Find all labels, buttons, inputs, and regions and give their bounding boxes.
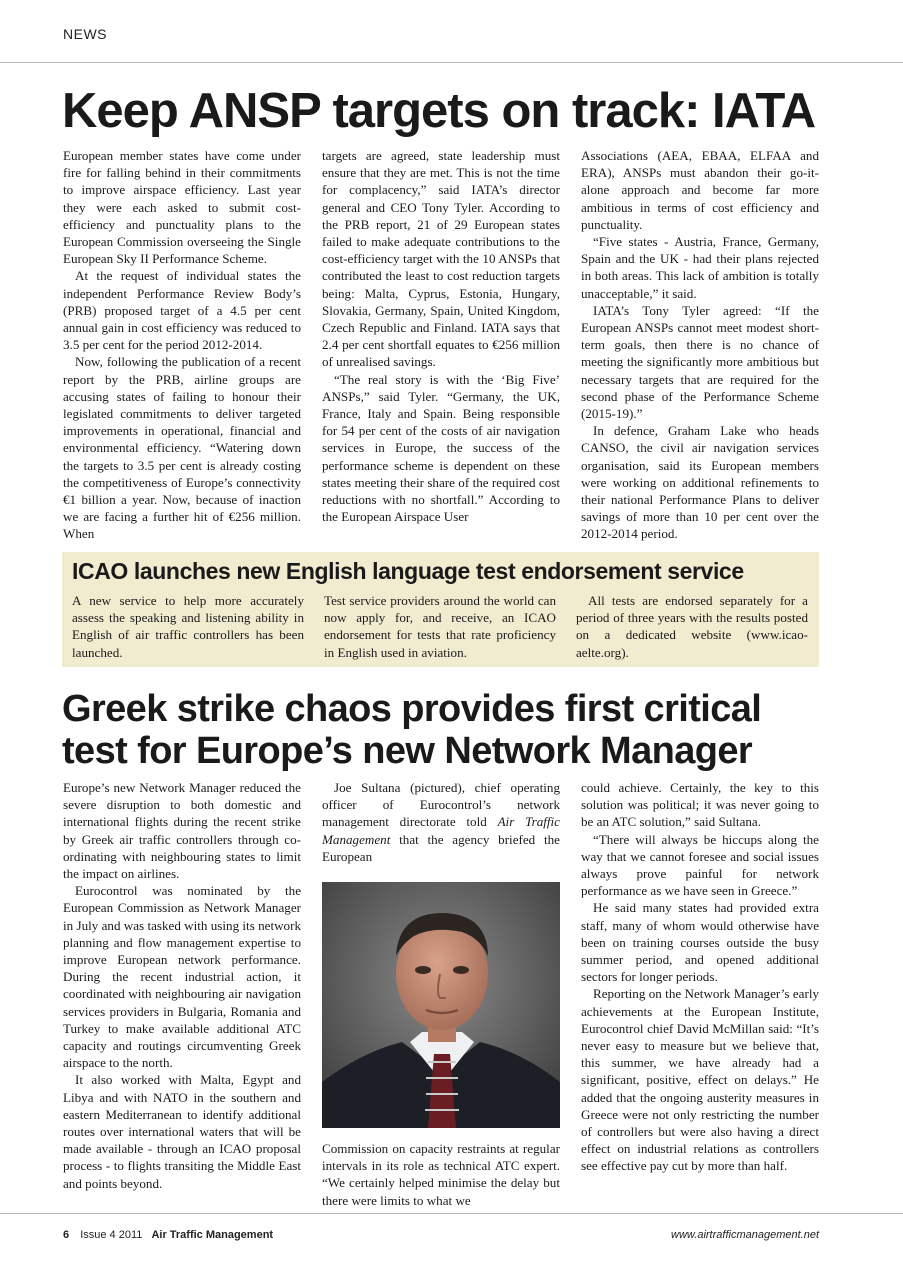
paragraph: Europe’s new Network Manager reduced the severe disruption to both domestic and international flights during the recent strike by Greek air traffic controllers through co-ordinating with neighbouring states to limit the impact on airlines. (63, 780, 301, 882)
paragraph: He said many states had provided extra staff, many of whom would otherwise have been on training courses outside the busy summer period, and opened additional sectors for longer periods. (581, 900, 819, 985)
paragraph: IATA’s Tony Tyler agreed: “If the European ANSPs cannot meet modest short-term goals, then there is no chance of meeting the significantly more ambitious but necessary targets that are required for the second phase of the Performance Scheme (2015-19).” (581, 302, 819, 422)
paragraph: Associations (AEA, EBAA, ELFAA and ERA), ANSPs must abandon their go-it-alone approach and become far more ambitious in terms of cost efficiency and punctuality. (581, 148, 819, 232)
headline-iata: Keep ANSP targets on track: IATA (62, 84, 816, 138)
column-2 (324, 592, 556, 661)
paragraph: It also worked with Malta, Egypt and Libya and with NATO in the southern and eastern Mediterranean to identify additional routes over international waters that will be made available - through an ICAO proposal process - to flights transiting the Middle East and points beyond. (63, 1072, 301, 1191)
paragraph (322, 779, 560, 865)
joe-sultana-photo (322, 882, 560, 1128)
paragraph: At the request of individual states the independent Performance Review Body’s (PRB) proposed target of a 4.5 per cent annual gain in cost efficiency was reduced to 3.5 per cent for the period 2012-2014. (63, 268, 301, 353)
column-3 (581, 779, 819, 1209)
story-iata-body (63, 147, 819, 543)
headline-line: Greek strike chaos provides first critical (62, 688, 762, 730)
paragraph: European member states have come under fire for falling behind in their commitments to improve airspace efficiency. Last year they were each asked to submit cost-efficiency and punctuality plans to the European Commission overseeing the Single European Sky II Performance Scheme. (63, 148, 301, 267)
column-1 (72, 592, 304, 661)
icao-sidebar-box (62, 552, 819, 667)
publication-name: Air Traffic Management (322, 814, 560, 847)
bottom-divider (0, 1213, 903, 1214)
headline-icao: ICAO launches new English language test endorsement service (72, 558, 744, 584)
paragraph: Test service providers around the world can now apply for, and receive, an ICAO endorsement for tests that rate proficiency in English used in aviation. (324, 593, 556, 660)
paragraph: “There will always be hiccups along the way that we cannot foresee and social issues always prove painful for network performance as we have seen in Greece.” (581, 831, 819, 899)
section-label: NEWS (63, 26, 107, 42)
story-icao-body (72, 592, 808, 661)
headline-greek-strike (62, 688, 761, 772)
paragraph: targets are agreed, state leadership must ensure that they are met. This is not the time for complacency,” said IATA’s director general and CEO Tony Tyler. According to the PRB report, 21 of 29 European states failed to make adequate contributions to the cost-efficiency target with the 10 ANSPs that contributed the least to cost reduction targets being: Malta, Cyprus, Estonia, Hungary, Slovakia, Germany, Spain, United Kingdom, Czech Republic and Finland. IATA says that 2.4 per cent shortfall equates to €256 million of unrealised savings. (322, 148, 560, 370)
paragraph: In defence, Graham Lake who heads CANSO, the civil air navigation services organisation, said its European members were working on additional refinements to their national Performance Plans to deliver savings of more than 10 per cent over the 2012-2014 period. (581, 423, 819, 542)
footer-left (63, 1229, 273, 1241)
issue-label: Issue 4 2011 (80, 1229, 143, 1241)
paragraph: Now, following the publication of a recent report by the PRB, airline groups are accusing states of failing to honour their legislated commitments to deliver targeted improvements in operational, financial and environmental efficiency. “Watering down the targets to 3.5 per cent is already costing the competitiveness of Europe’s connectivity €1 billion a year. Now, because of inaction we are facing a further hit of €256 million. When (63, 354, 301, 542)
headline-line: test for Europe’s new Network Manager (62, 730, 753, 772)
paragraph: Reporting on the Network Manager’s early achievements at the European Institute, Eurocontrol chief David McMillan said: “It’s never easy to measure but we believe that, this summer, we have already had a significant, positive, effect on delays.” He added that the ongoing austerity measures in Greece were not only restricting the number of controllers but were also having a direct effect on industrial relations as controllers see effective pay cut by more than half. (581, 986, 819, 1174)
column-2 (322, 147, 560, 543)
paragraph: “The real story is with the ‘Big Five’ ANSPs,” said Tyler. “Germany, the UK, France, Italy and Spain. Being responsible for 54 per cent of the costs of air navigation services in Europe, the success of the performance scheme is dependent on these states meeting their share of the required cost reductions with no shortfall.” According to the European Airspace User (322, 371, 560, 525)
magazine-title: Air Traffic Management (151, 1229, 274, 1241)
paragraph: Eurocontrol was nominated by the European Commission as Network Manager in July and was tasked with using its network planning and flow management expertise to improve European network performance. During the recent industrial action, it coordinated with neighbouring air navigation services providers in Bulgaria, Romania and Turkey to make available additional ATC capacity and routings circumventing Greek airspace to the north. (63, 883, 301, 1071)
column-2 (322, 779, 560, 1209)
paragraph: Commission on capacity restraints at regular intervals in its role as technical ATC expert. “We certainly helped minimise the delay but there were limits to what we (322, 1141, 560, 1208)
top-divider (0, 62, 903, 63)
text-run: that the agency briefed the European (322, 831, 560, 864)
paragraph: All tests are endorsed separately for a period of three years with the results posted on a dedicated website (www.icao-aelte.org). (576, 593, 808, 660)
text-run: Joe Sultana (pictured), chief operating officer of Eurocontrol’s network management directorate told (322, 780, 560, 830)
website-link[interactable]: www.airtrafficmanagement.net (671, 1229, 819, 1241)
paragraph: could achieve. Certainly, the key to this solution was political; it was never going to be an ATC solution,” said Sultana. (581, 780, 819, 830)
page-number: 6 (63, 1229, 70, 1241)
paragraph: A new service to help more accurately assess the speaking and listening ability in English of air traffic controllers has been launched. (72, 593, 304, 660)
column-3 (576, 592, 808, 661)
column-3 (581, 147, 819, 543)
column-1 (63, 779, 301, 1209)
column-1 (63, 147, 301, 543)
story-greek-body (63, 779, 819, 1209)
paragraph: “Five states - Austria, France, Germany, Spain and the UK - had their plans rejected in both areas. This lack of ambition is totally unacceptable,” it said. (581, 234, 819, 301)
